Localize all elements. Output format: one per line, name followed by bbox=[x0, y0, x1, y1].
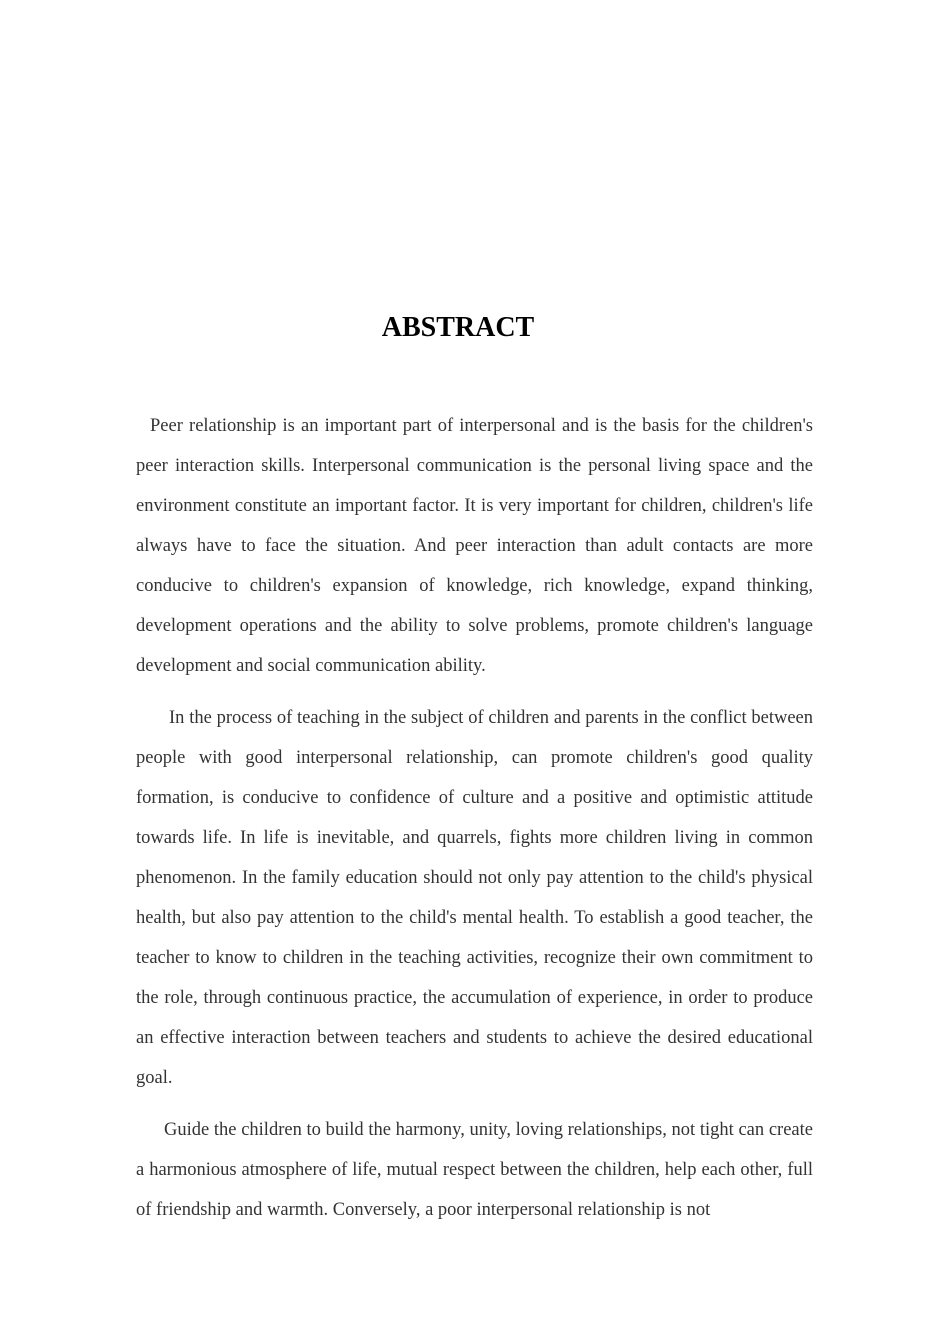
paragraph-2: In the process of teaching in the subject of children and parents in the conflict between people with good interpersonal relationship, can promote children's good quality formation, is conducive to confidence of culture and a positive and optimistic attitude towards life. In life is inevitable, and quarrels, fights more children living in common phenomenon. In the family education should not only pay attention to the child's physical health, but also pay attention to the child's mental health. To establish a good teacher, the teacher to know to children in the teaching activities, recognize their own commitment to the role, through continuous practice, the accumulation of experience, in order to produce an effective interaction between teachers and students to achieve the desired educational goal. bbox=[136, 708, 813, 1088]
paragraph-3: Guide the children to build the harmony, unity, loving relationships, not tight can create a harmonious atmosphere of life, mutual respect between the children, help each other, full of friendship and warmth. Conversely, a poor interpersonal relationship is not bbox=[136, 1120, 813, 1220]
abstract-body bbox=[136, 406, 813, 1242]
page-title: ABSTRACT bbox=[381, 312, 535, 343]
paragraph-1: Peer relationship is an important part of interpersonal and is the basis for the children's peer interaction skills. Interpersonal communication is the personal living space and the environment constitute an important factor. It is very important for children, children's life always have to face the situation. And peer interaction than adult contacts are more conducive to children's expansion of knowledge, rich knowledge, expand thinking, development operations and the ability to solve problems, promote children's language development and social communication ability. bbox=[136, 416, 813, 676]
